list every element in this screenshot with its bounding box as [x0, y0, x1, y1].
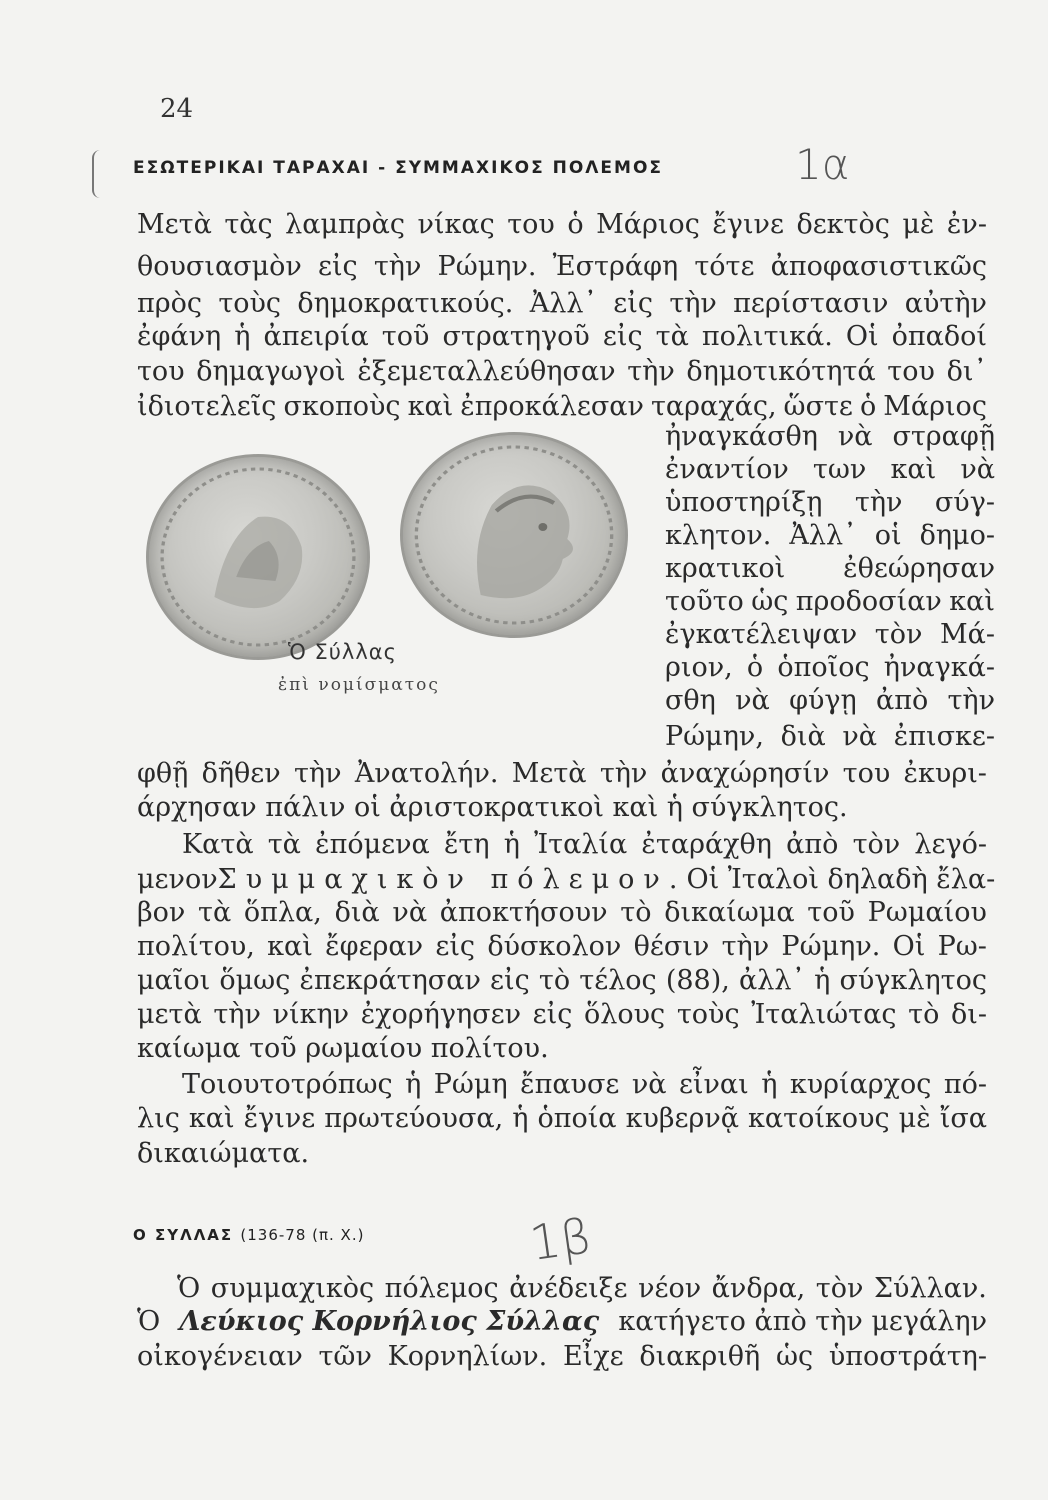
word: λις: [137, 1103, 180, 1134]
word: δημοτικότητά: [686, 356, 876, 387]
text-line-symmachikos: [137, 863, 996, 897]
word: Ρωμαίου: [867, 897, 987, 928]
word: (88),: [665, 965, 730, 996]
word: βον: [137, 897, 186, 928]
word: του: [137, 356, 185, 387]
word: ἄνδρα,: [711, 1273, 806, 1304]
word: Ρω-: [937, 931, 987, 962]
word: ἰδιοτελεῖς: [137, 391, 277, 422]
word: κρατικοὶ: [665, 553, 786, 584]
word: τὴν: [373, 251, 422, 282]
text-line: [665, 720, 995, 754]
text-line: [137, 250, 987, 284]
word: ἔγινε: [712, 209, 784, 240]
word: ἔγινε: [243, 1103, 316, 1134]
word: σύγκλητος: [839, 965, 987, 996]
word: ὅπλα,: [243, 897, 322, 928]
text-line: [137, 757, 987, 791]
section-heading-sulla: [133, 1226, 364, 1244]
word: τότε: [694, 251, 755, 282]
word: ἠναγκάσθη: [665, 421, 818, 452]
word: ἐγκατέλειψαν: [665, 619, 858, 650]
word: του: [887, 356, 935, 387]
word: πόλεμος: [384, 1273, 499, 1304]
word: λαμπρὰς: [285, 209, 405, 240]
text-line: καίωμα τοῦ ρωμαίου πολίτου.: [137, 1033, 549, 1064]
word: τοῦτο: [665, 586, 744, 617]
word: πολίτου,: [137, 931, 255, 962]
word: ἡ: [512, 1103, 529, 1134]
word: τὸν: [852, 829, 901, 860]
word: πολιτικά.: [701, 321, 833, 352]
word: συμμαχικὸς: [210, 1273, 375, 1304]
word: Ὁ: [177, 1273, 201, 1304]
word: τῶν: [318, 1341, 372, 1372]
word: ταραχάς,: [650, 391, 777, 422]
word: εἶναι: [678, 1069, 749, 1100]
word: ὅμως: [219, 965, 291, 996]
word: Κατὰ: [182, 829, 254, 860]
text-fragment: μενον: [137, 864, 218, 895]
word: Μετὰ: [511, 758, 587, 789]
margin-note: 1α: [795, 140, 850, 189]
word: διὰ: [780, 721, 826, 752]
text-line: [137, 828, 987, 862]
word: τὴν: [627, 356, 675, 387]
text-line: [137, 390, 987, 424]
word: νὰ: [631, 1069, 667, 1100]
word: ἀποκτήσουν: [439, 897, 608, 928]
word: τὸν: [874, 619, 923, 650]
text-line: [665, 618, 995, 652]
word: φύγῃ: [789, 685, 857, 716]
word: τὸ: [908, 999, 940, 1030]
word: δι-: [951, 999, 987, 1030]
word: νὰ: [842, 721, 878, 752]
word: τοὺς: [676, 999, 740, 1030]
word: ἐπόμενα: [315, 829, 430, 860]
word: τὴν: [669, 288, 717, 319]
word: Μά-: [939, 619, 995, 650]
word: Ἀλλ᾽: [529, 288, 597, 319]
word: νὰ: [735, 685, 770, 716]
word: εἰς: [532, 999, 573, 1030]
word: ριον,: [665, 652, 733, 683]
word: μὲ: [902, 209, 935, 240]
word: ἡ: [761, 1069, 778, 1100]
word: ἐπροκάλεσαν: [460, 391, 644, 422]
word: ἐταράχθη: [641, 829, 772, 860]
word: ἀπὸ: [875, 685, 929, 716]
word: πρὸς: [137, 288, 202, 319]
word: ἠναγκά-: [883, 652, 995, 683]
word: ὥστε: [783, 391, 853, 422]
word: ὀπαδοί: [891, 321, 987, 352]
word: ἀναχώρησίν: [660, 758, 830, 789]
word: μαῖοι: [137, 965, 211, 996]
word: του: [507, 209, 555, 240]
text-fragment: Οἱ Ἰταλοὶ δηλαδὴ ἔλα-: [686, 864, 996, 895]
word: Σύλλαν.: [873, 1273, 987, 1304]
word: Κορνηλίων.: [387, 1341, 548, 1372]
word: δημαγωγοὶ: [196, 356, 346, 387]
word: θέσιν: [633, 931, 710, 962]
word: τὴν: [854, 487, 903, 518]
word: πό-: [943, 1069, 987, 1100]
word: ὡς: [751, 586, 789, 617]
text-line: [137, 208, 987, 242]
text-line: [665, 486, 995, 520]
word: νίκην: [272, 999, 350, 1030]
word: μετὰ: [137, 999, 202, 1030]
word: σύγ-: [934, 487, 995, 518]
text-line-sulla-name: [137, 1305, 987, 1339]
word: Οἱ: [892, 931, 926, 962]
word: ὁ: [567, 209, 584, 240]
word: ἀπειρία: [263, 321, 369, 352]
word: προδοσίαν: [795, 586, 942, 617]
word: ὁποῖος: [777, 652, 870, 683]
text-line: [137, 1340, 987, 1374]
word: ἀνέδειξε: [509, 1273, 628, 1304]
word: ὁποία: [537, 1103, 617, 1134]
text-line: [665, 684, 995, 718]
text-line: [137, 320, 987, 354]
word: Ρώμην.: [437, 251, 537, 282]
text-line: [665, 519, 995, 553]
text-line: [665, 552, 995, 586]
text-line: [137, 1068, 987, 1102]
word: νὰ: [837, 421, 873, 452]
word: ἐκυρι-: [903, 758, 987, 789]
word: ἐναντίον: [665, 454, 789, 485]
word: ἡ: [405, 1069, 422, 1100]
word: Ἀλλ᾽: [789, 520, 857, 551]
word: τοὺς: [218, 288, 282, 319]
word: εἰς: [602, 321, 643, 352]
text-line: [665, 585, 995, 619]
text-line: δικαιώματα.: [137, 1138, 310, 1169]
word: του: [842, 758, 891, 789]
word: μὲ: [898, 1103, 931, 1134]
word: κυρίαρχος: [789, 1069, 932, 1100]
word: καὶ: [267, 931, 313, 962]
word: ἡ: [503, 829, 520, 860]
word: τὸν: [815, 1273, 864, 1304]
text-line: [665, 651, 995, 685]
word: Μάριος: [883, 391, 987, 422]
word: τὰ: [198, 897, 232, 928]
word: ὡς: [775, 1341, 814, 1372]
word: νίκας: [417, 209, 495, 240]
word: ὑποστηρίξῃ: [665, 487, 823, 518]
text-line: άρχησαν πάλιν οἱ ἀριστοκρατικοὶ καὶ ἡ σύγκλητος.: [137, 792, 848, 823]
text-line: [137, 930, 987, 964]
word: των: [812, 454, 867, 485]
text-fragment: κατήγετο ἀπὸ τὴν μεγάλην: [618, 1306, 987, 1337]
text-line: [137, 896, 987, 930]
word: ἐν-: [946, 209, 987, 240]
word: καὶ: [890, 454, 937, 485]
word: τὰς: [224, 209, 273, 240]
word: τὴν: [947, 685, 995, 716]
margin-note: 1β: [526, 1208, 595, 1272]
word: Οἱ: [845, 321, 879, 352]
word: καὶ: [188, 1103, 235, 1134]
word: δημο-: [919, 520, 995, 551]
word: εἰς: [317, 251, 358, 282]
word: στρατηγοῦ: [442, 321, 590, 352]
person-name: Λεύκιος Κορνήλιος Σύλλας: [179, 1306, 600, 1337]
word: ἔπαυσε: [520, 1069, 620, 1100]
word: κυβερνᾷ: [625, 1103, 739, 1134]
word: Μάριος: [596, 209, 700, 240]
word: ἐθεώρησαν: [843, 553, 995, 584]
word: δῆθεν: [201, 758, 281, 789]
word: δικαίωμα: [664, 897, 795, 928]
text-line: [665, 420, 995, 454]
word: ἡ: [234, 321, 251, 352]
word: Ἐστράφη: [552, 251, 679, 282]
margin-bracket: [92, 150, 102, 198]
text-line: [137, 998, 987, 1032]
word: τὴν: [599, 758, 648, 789]
word: ἐφάνη: [137, 321, 222, 352]
text-fragment: Ὁ: [137, 1306, 161, 1337]
word: σθη: [665, 685, 716, 716]
word: τὴν: [294, 758, 342, 789]
word: οἰκογένειαν: [137, 1341, 303, 1372]
word: σκοποὺς: [283, 391, 401, 422]
word: ὁ: [859, 391, 877, 422]
word: ἀποφασιστικῶς: [770, 251, 987, 282]
word: ἀλλ᾽: [739, 965, 805, 996]
word: τὰ: [655, 321, 689, 352]
word: ἐχορήγησεν: [360, 999, 521, 1030]
word: νέον: [638, 1273, 702, 1304]
word: Ἀνατολήν.: [354, 758, 499, 789]
word: πρωτεύουσα,: [324, 1103, 504, 1134]
word: νὰ: [960, 454, 995, 485]
word: ἔτη: [443, 829, 490, 860]
word: ἡ: [814, 965, 831, 996]
emphasized-term: Συμμαχικὸν πόλεμον.: [217, 864, 687, 895]
word: αὐτὴν: [904, 288, 987, 319]
word: ἔφεραν: [325, 931, 424, 962]
word: τὸ: [538, 965, 571, 996]
word: Ρώμην.: [781, 931, 881, 962]
word: θουσιασμὸν: [137, 251, 302, 282]
word: νὰ: [392, 897, 428, 928]
word: δημοκρατικούς.: [297, 288, 514, 319]
section-heading-unrest: ΕΣΩΤΕΡΙΚΑΙ ΤΑΡΑΧΑΙ - ΣΥΜΜΑΧΙΚΟΣ ΠΟΛΕΜΟΣ: [133, 158, 664, 178]
word: Ρώμην,: [665, 721, 764, 752]
page-number: 24: [160, 94, 194, 124]
coin-portrait-image: [400, 432, 628, 638]
text-line: [137, 355, 987, 389]
word: ὁ: [746, 652, 764, 683]
word: διακριθῆ: [639, 1341, 761, 1372]
word: τὸ: [620, 897, 652, 928]
text-line: [137, 964, 987, 998]
figure-caption-subtitle: ἐπὶ νομίσματος: [278, 675, 440, 695]
word: καὶ: [407, 391, 454, 422]
text-line: [137, 287, 987, 321]
word: τοῦ: [807, 897, 855, 928]
word: δι᾽: [946, 356, 987, 387]
coin-obverse-image: [146, 454, 370, 660]
word: ἀπὸ: [786, 829, 839, 860]
word: εἰς: [613, 288, 653, 319]
word: εἰς: [435, 931, 476, 962]
word: οἱ: [874, 520, 902, 551]
word: τὴν: [721, 931, 770, 962]
word: καὶ: [949, 586, 995, 617]
word: ὅλους: [584, 999, 666, 1030]
word: κατοίκους: [748, 1103, 890, 1134]
heading-dates: (136-78 (π. Χ.): [240, 1226, 365, 1244]
word: Ρώμη: [433, 1069, 508, 1100]
word: τὰ: [267, 829, 301, 860]
word: δύσκολον: [487, 931, 622, 962]
word: τοῦ: [381, 321, 430, 352]
word: ἐπεκράτησαν: [299, 965, 481, 996]
word: τέλος: [579, 965, 657, 996]
text-line: [665, 453, 995, 487]
word: φθῇ: [137, 758, 189, 789]
word: τὴν: [213, 999, 261, 1030]
word: Εἶχε: [562, 1341, 624, 1372]
word: στραφῇ: [892, 421, 995, 452]
text-line: [137, 1102, 987, 1136]
word: δεκτὸς: [796, 209, 890, 240]
word: Τοιουτοτρόπως: [182, 1069, 393, 1100]
word: περίστασιν: [733, 288, 889, 319]
word: Μετὰ: [137, 209, 212, 240]
word: διὰ: [334, 897, 380, 928]
word: ἐξεμεταλλεύθησαν: [357, 356, 616, 387]
word: Ἰταλιώτας: [751, 999, 897, 1030]
word: λεγό-: [914, 829, 987, 860]
word: ἴσα: [939, 1103, 987, 1134]
figure-caption-title: Ὁ Σύλλας: [288, 640, 397, 664]
word: κλητον.: [665, 520, 772, 551]
word: Ἰταλία: [534, 829, 628, 860]
word: ἐπισκε-: [893, 721, 995, 752]
word: εἰς: [490, 965, 530, 996]
heading-title: Ο ΣΥΛΛΑΣ: [133, 1226, 234, 1244]
word: ὑποστράτη-: [828, 1341, 987, 1372]
text-line: [137, 1272, 987, 1306]
